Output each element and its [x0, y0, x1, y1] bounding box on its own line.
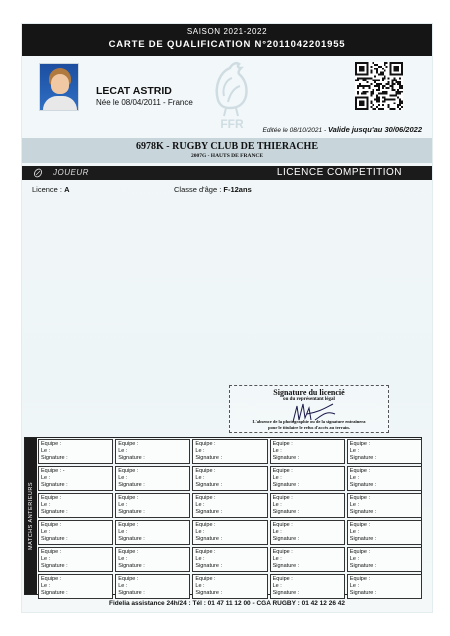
- match-cell: [115, 520, 190, 545]
- match-cell: [115, 439, 190, 464]
- match-cell-date: Le :: [349, 583, 359, 589]
- match-cell-team: Equipe :: [272, 468, 293, 474]
- match-cell-date: Le :: [272, 502, 282, 508]
- match-cell-date: Le :: [272, 475, 282, 481]
- match-cell-date: Le :: [349, 529, 359, 535]
- match-cell-date: Le :: [195, 448, 205, 454]
- match-cell: [270, 520, 345, 545]
- match-cell: [270, 547, 345, 572]
- match-cell-date: Le :: [349, 448, 359, 454]
- match-cell: [38, 547, 113, 572]
- match-cell: [270, 439, 345, 464]
- match-cell: [115, 574, 190, 599]
- match-cell-team: Equipe :: [41, 576, 62, 582]
- match-cell-signature: Signature :: [195, 455, 222, 461]
- match-cell-signature: Signature :: [349, 509, 377, 515]
- match-cell-signature: Signature :: [41, 563, 68, 569]
- match-cell-team: Equipe :: [118, 549, 139, 555]
- match-cell-date: Le :: [349, 556, 359, 562]
- match-cell-team: Equipe :: [195, 549, 216, 555]
- match-cell: [347, 574, 422, 599]
- valid-until: Valide jusqu'au 30/06/2022: [327, 125, 422, 134]
- match-cell-signature: Signature :: [118, 482, 145, 488]
- match-cell-signature: Signature :: [195, 482, 222, 488]
- match-cell-team: Equipe :: [195, 468, 216, 474]
- match-cell-signature: Signature :: [41, 590, 68, 596]
- match-cell-team: Equipe :: [195, 576, 216, 582]
- match-cell-signature: Signature :: [195, 590, 222, 596]
- match-cell-signature: Signature :: [118, 536, 145, 542]
- match-cell-signature: Signature :: [41, 455, 68, 461]
- match-cell-date: Le :: [41, 502, 51, 508]
- match-cell: [192, 574, 267, 599]
- match-cell: [192, 466, 267, 491]
- match-cell-team: Equipe :: [195, 522, 216, 528]
- match-cell-date: Le :: [195, 583, 205, 589]
- match-cell-team: Equipe :: [118, 576, 139, 582]
- match-cell-team: Equipe : -: [41, 468, 65, 474]
- club-name: 6978K - RUGBY CLUB DE THIERACHE: [136, 141, 318, 152]
- match-cell: [192, 439, 267, 464]
- edited-date: Editée le 08/10/2021 -: [262, 127, 327, 134]
- player-photo: [39, 63, 79, 111]
- match-cell-signature: Signature :: [349, 455, 377, 461]
- licence-value: A: [64, 185, 70, 194]
- header-band: [22, 24, 432, 56]
- match-cell: [38, 493, 113, 518]
- match-cell-date: Le :: [41, 448, 51, 454]
- signature-note-line1: L'absence de la photographie ou de la signature entraînera: [252, 419, 366, 424]
- match-cell-team: Equipe :: [272, 549, 293, 555]
- match-cell-signature: Signature :: [195, 536, 222, 542]
- match-cell: [192, 547, 267, 572]
- match-cell-date: Le :: [118, 556, 128, 562]
- licence-band: [22, 166, 432, 180]
- signature-note-line2: pour le titulaire le refus d'accès au terrain.: [268, 424, 350, 430]
- licence-type: LICENCE COMPETITION: [276, 167, 402, 178]
- signature-title: Signature du licencié: [273, 388, 345, 397]
- player-birth: Née le 08/04/2011 - France: [96, 98, 193, 107]
- match-cell-team: Equipe :: [118, 522, 139, 528]
- match-cell-signature: Signature :: [118, 563, 145, 569]
- match-cell-team: Equipe :: [41, 495, 62, 501]
- match-cell-team: Equipe :: [41, 441, 62, 447]
- match-cell-team: Equipe :: [349, 576, 370, 582]
- qualification-number: CARTE DE QUALIFICATION N°2011042201955: [108, 39, 346, 50]
- match-cell-date: Le :: [349, 475, 359, 481]
- match-cell-signature: Signature :: [349, 482, 377, 488]
- match-cell-signature: Signature :: [272, 536, 300, 542]
- match-cell-date: Le :: [195, 475, 205, 481]
- match-cell-signature: Signature :: [41, 482, 68, 488]
- signature-note: [234, 419, 384, 430]
- match-cell-date: Le :: [272, 529, 282, 535]
- match-cell-date: Le :: [118, 502, 128, 508]
- match-cell: [38, 574, 113, 599]
- match-cell: [192, 520, 267, 545]
- match-cell: [270, 493, 345, 518]
- match-cell-team: Equipe :: [272, 495, 293, 501]
- match-cell-signature: Signature :: [195, 563, 222, 569]
- match-cell-signature: Signature :: [349, 590, 377, 596]
- match-cell-date: Le :: [41, 475, 51, 481]
- matches-side-text: MATCHS ANTERIEURS: [28, 482, 34, 550]
- validity-line: [263, 125, 422, 134]
- season-label: SAISON 2021-2022: [186, 27, 268, 36]
- match-cell-date: Le :: [41, 556, 51, 562]
- match-cell-date: Le :: [118, 475, 128, 481]
- match-cell-signature: Signature :: [272, 482, 300, 488]
- match-cell: [270, 466, 345, 491]
- match-cell-date: Le :: [41, 529, 51, 535]
- age-class: [174, 185, 252, 194]
- match-cell: [347, 466, 422, 491]
- match-cell-signature: Signature :: [41, 509, 68, 515]
- match-cell-team: Equipe :: [195, 495, 216, 501]
- match-cell-signature: Signature :: [349, 536, 377, 542]
- match-cell-team: Equipe :: [272, 522, 293, 528]
- match-cell-team: Equipe :: [41, 522, 62, 528]
- logo-text: FFR: [220, 117, 244, 130]
- match-cell-signature: Signature :: [272, 455, 300, 461]
- licence-card: [22, 24, 432, 612]
- match-cell-date: Le :: [41, 583, 51, 589]
- assistance-footer: Fidelia assistance 24h/24 : Tél : 01 47 11 12 00 - CGA RUGBY : 01 42 12 26 42: [109, 600, 345, 607]
- match-cell: [192, 493, 267, 518]
- match-cell: [38, 439, 113, 464]
- match-cell-date: Le :: [118, 448, 128, 454]
- match-cell-signature: Signature :: [118, 590, 145, 596]
- match-cell-team: Equipe :: [272, 441, 293, 447]
- previous-matches-table: [24, 437, 422, 595]
- match-cell-date: Le :: [272, 583, 282, 589]
- match-cell-signature: Signature :: [41, 536, 68, 542]
- match-cell-date: Le :: [272, 448, 282, 454]
- match-cell: [38, 520, 113, 545]
- licence-label: Licence :: [32, 185, 63, 194]
- match-cell: [347, 493, 422, 518]
- match-cell-team: Equipe :: [349, 495, 370, 501]
- match-cell: [270, 574, 345, 599]
- age-label: Classe d'âge :: [174, 185, 222, 194]
- match-cell-date: Le :: [118, 583, 128, 589]
- age-value: F-12ans: [223, 185, 252, 194]
- match-cell-date: Le :: [195, 502, 205, 508]
- club-band: [22, 138, 432, 163]
- match-cell: [347, 520, 422, 545]
- match-cell-team: Equipe :: [272, 576, 293, 582]
- match-cell-signature: Signature :: [272, 509, 300, 515]
- match-cell-team: Equipe :: [41, 549, 62, 555]
- match-cell: [38, 466, 113, 491]
- match-cell-team: Equipe :: [195, 441, 216, 447]
- match-cell: [347, 547, 422, 572]
- licence-role: JOUEUR: [53, 168, 89, 177]
- match-cell-signature: Signature :: [195, 509, 222, 515]
- match-cell-signature: Signature :: [349, 563, 377, 569]
- match-cell: [115, 547, 190, 572]
- match-cell-signature: Signature :: [272, 563, 300, 569]
- matches-grid: [38, 439, 422, 594]
- match-cell-team: Equipe :: [118, 495, 139, 501]
- licence-class: [32, 185, 70, 194]
- match-cell: [347, 439, 422, 464]
- match-cell-team: Equipe :: [349, 522, 370, 528]
- match-cell-signature: Signature :: [118, 509, 145, 515]
- player-icon: [33, 168, 43, 178]
- matches-side-label: [25, 438, 37, 594]
- match-cell-team: Equipe :: [349, 441, 370, 447]
- match-cell-team: Equipe :: [118, 468, 139, 474]
- match-cell-signature: Signature :: [118, 455, 145, 461]
- qr-code: [355, 62, 403, 110]
- club-region: 2007G - HAUTS DE FRANCE: [190, 153, 264, 159]
- match-cell-date: Le :: [195, 556, 205, 562]
- match-cell-date: Le :: [272, 556, 282, 562]
- signature-box: [229, 385, 389, 433]
- match-cell-date: Le :: [349, 502, 359, 508]
- match-cell-team: Equipe :: [349, 549, 370, 555]
- player-name: LECAT ASTRID: [96, 85, 172, 97]
- match-cell-team: Equipe :: [349, 468, 370, 474]
- match-cell-date: Le :: [118, 529, 128, 535]
- match-cell-team: Equipe :: [118, 441, 139, 447]
- ffr-rooster-logo: [208, 60, 256, 130]
- match-cell: [115, 493, 190, 518]
- signature-subtitle: ou du représentant légal: [283, 397, 335, 402]
- match-cell-date: Le :: [195, 529, 205, 535]
- match-cell-signature: Signature :: [272, 590, 300, 596]
- match-cell: [115, 466, 190, 491]
